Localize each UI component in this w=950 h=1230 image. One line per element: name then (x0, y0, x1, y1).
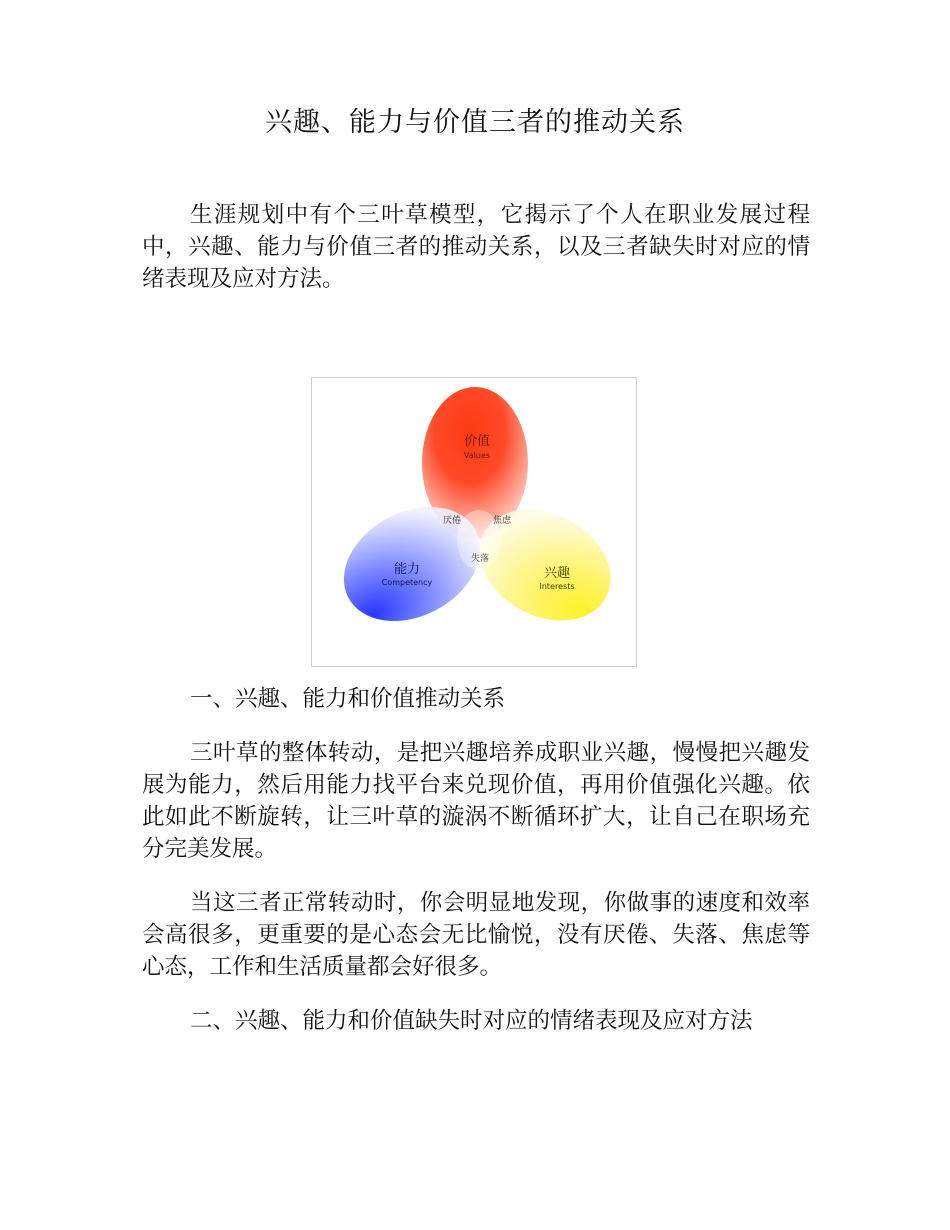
section1-heading: 一、兴趣、能力和价值推动关系 (190, 686, 506, 712)
overlap-anxiety-label: 焦虑 (492, 516, 512, 526)
values-cn-label: 价值 (463, 434, 491, 449)
values-en-label: Values (463, 451, 491, 460)
intro-paragraph: 生涯规划中有个三叶草模型，它揭示了个人在职业发展过程中，兴趣、能力与价值三者的推动关系，以及三者缺失时对应的情绪表现及应对方法。 (142, 202, 810, 292)
clover-diagram-svg (312, 378, 636, 666)
competency-cn-label: 能力 (393, 562, 421, 577)
section2-heading: 二、兴趣、能力和价值缺失时对应的情绪表现及应对方法 (190, 1008, 753, 1034)
interests-en-label: Interests (539, 582, 575, 591)
competency-en-label: Competency (381, 578, 433, 587)
section1-paragraph-2: 当这三者正常转动时，你会明显地发现，你做事的速度和效率会高很多，更重要的是心态会无比愉悦，没有厌倦、失落、焦虑等心态，工作和生活质量都会好很多。 (142, 890, 810, 980)
section1-paragraph-1: 三叶草的整体转动，是把兴趣培养成职业兴趣，慢慢把兴趣发展为能力，然后用能力找平台来兑现价值，再用价值强化兴趣。依此如此不断旋转，让三叶草的漩涡不断循环扩大，让自己在职场充分完美发展。 (142, 740, 810, 862)
interests-cn-label: 兴趣 (543, 566, 571, 581)
page-title: 兴趣、能力与价值三者的推动关系 (265, 107, 685, 138)
clover-model-diagram (311, 377, 637, 667)
overlap-boredom-label: 厌倦 (442, 516, 462, 526)
overlap-loss-label: 失落 (470, 554, 490, 564)
